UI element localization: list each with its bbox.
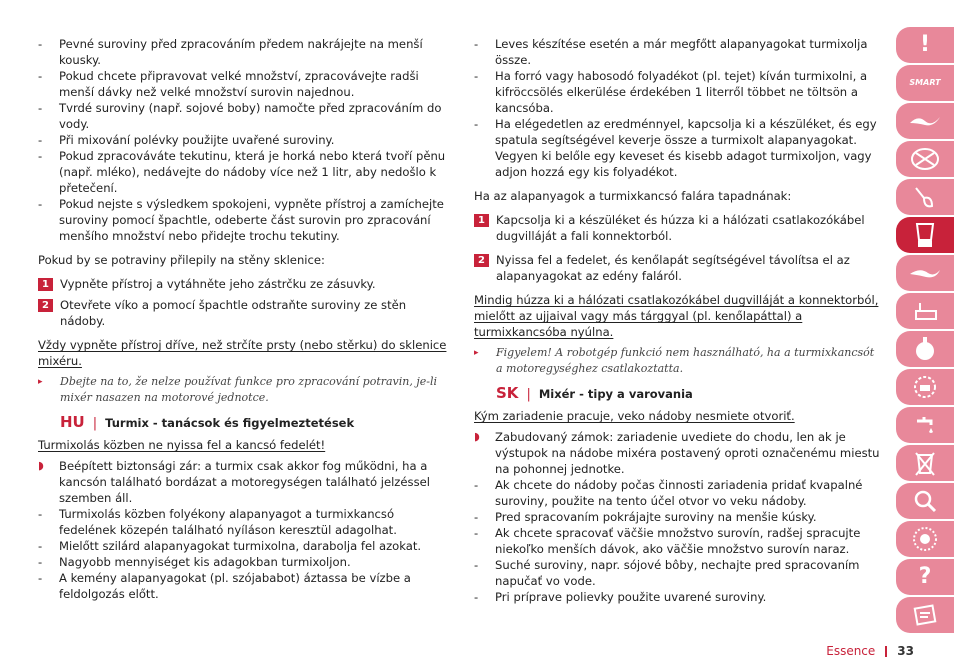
- tab-fan[interactable]: [896, 141, 954, 177]
- list-item: - Ha elégedetlen az eredménnyel, kapcsolja ki a készüléket, és egy spatula segítségével keverje össze a turmixolt alapanyagokat. Vegyen ki belőle egy keveset és kisebb adagot turmixoljon, vagy adjon hozzá egy kis folyadékot.: [474, 116, 882, 180]
- list-item: - Nagyobb mennyiséget kis adagokban turmixoljon.: [38, 554, 448, 570]
- warning-text: Mindig húzza ki a hálózati csatlakozókábel dugvilláját a konnektorból, mielőtt az ujjaival vagy más tárggyal (pl. kenőlapáttal) a turmixkancsóba nyúlna.: [474, 293, 879, 339]
- tab-juicer[interactable]: [896, 331, 954, 367]
- search-icon: [912, 488, 938, 514]
- step-1: [38, 276, 448, 292]
- warning-text: Turmixolás közben ne nyissa fel a kancsó fedelét!: [38, 438, 326, 452]
- list-item: - Tvrdé suroviny (např. sojové boby) namočte před zpracováním do vody.: [38, 100, 448, 132]
- tab-blade[interactable]: [896, 103, 954, 139]
- tab-recycle[interactable]: [896, 445, 954, 481]
- left-column: [38, 36, 448, 602]
- tab-blender[interactable]: [896, 217, 954, 253]
- list-item: - A kemény alapanyagokat (pl. szójababot) áztassa be vízbe a feldolgozás előtt.: [38, 570, 448, 602]
- list-item: - Pri príprave polievky použite uvarené suroviny.: [474, 589, 882, 605]
- tab-question[interactable]: [896, 559, 954, 595]
- tab-search[interactable]: [896, 483, 954, 519]
- section-heading-sk: [496, 385, 882, 403]
- step-number: 2: [474, 254, 489, 267]
- list-item: - Turmixolás közben folyékony alapanyagot a turmixkancsó fedelének közepén található nyíláson keresztül adagolhat.: [38, 506, 448, 538]
- triangle-icon: ▸: [474, 348, 479, 358]
- note-text: Figyelem! A robotgép funkció nem használható, ha a turmixkancsót a motoregységhez csatlakoztatta.: [496, 346, 875, 375]
- step-2: [474, 252, 882, 284]
- list-item: - Pevné suroviny před zpracováním předem nakrájejte na menší kousky.: [38, 36, 448, 68]
- list-item: - Suché suroviny, napr. sójové bôby, nechajte pred spracovaním napučať vo vode.: [474, 557, 882, 589]
- bullet-text: Zabudovaný zámok: zariadenie uvediete do chodu, len ak je výstupok na nádobe mixéra postavený oproti označenému miestu na pohonnej jednotke.: [495, 430, 880, 476]
- list-item: [38, 458, 448, 506]
- step-text: Otevřete víko a pomocí špachtle odstraňte suroviny ze stěn nádoby.: [60, 298, 407, 328]
- question-icon: ?: [918, 564, 932, 589]
- step-1: [474, 212, 882, 244]
- step-number: 2: [38, 299, 53, 312]
- blade-icon: [908, 113, 942, 129]
- bullet-icon: ◗: [474, 430, 480, 443]
- chapter-tabs: [896, 27, 954, 635]
- tab-note[interactable]: [896, 597, 954, 633]
- step-text: Vypněte přístroj a vytáhněte jeho zástrčku ze zásuvky.: [60, 277, 376, 291]
- list-item: - Mielőtt szilárd alapanyagokat turmixolna, darabolja fel azokat.: [38, 538, 448, 554]
- list-item: - Pokud nejste s výsledkem spokojeni, vypněte přístroj a zamíchejte suroviny pomocí špachtle, odeberte část surovin pro zpracování menšího množství nebo přidejte trochu tekutiny.: [38, 196, 448, 244]
- page-footer: [826, 643, 914, 659]
- divider: |: [526, 387, 531, 402]
- stick-text: Ha az alapanyagok a turmixkancsó falára tapadnának:: [474, 189, 792, 203]
- brand-name: Essence: [826, 644, 876, 658]
- section-heading-hu: [60, 414, 448, 432]
- list-item: - Leves készítése esetén a már megfőtt alapanyagokat turmixolja össze.: [474, 36, 882, 68]
- tab-storage[interactable]: [896, 369, 954, 405]
- blender-icon: [914, 222, 936, 248]
- tab-smart-control[interactable]: [896, 65, 954, 101]
- note-text: Dbejte na to, že nelze používat funkce pro zpracování potravin, je-li mixér nasazen na motorové jednotce.: [60, 375, 438, 404]
- disc-icon: [908, 265, 942, 281]
- note-icon: [912, 603, 938, 627]
- section-title: Mixér - tipy a varovania: [538, 387, 693, 401]
- step-number: 1: [38, 278, 53, 291]
- step-2: [38, 297, 448, 329]
- list-item: - Pokud chcete připravovat velké množství, zpracovávejte radši menší dávky než velké množství surovin najednou.: [38, 68, 448, 100]
- bullet-text: Beépített biztonsági zár: a turmix csak akkor fog működni, ha a kancsón található bordázat a motoregységen található jelzéssel szemben áll.: [59, 459, 430, 505]
- juicer-icon: [913, 335, 937, 363]
- exclamation-icon: !: [919, 32, 931, 57]
- smart-control-icon: SMART: [909, 78, 941, 87]
- step-number: 1: [474, 214, 489, 227]
- list-item: - Pokud zpracováváte tekutinu, která je horká nebo která tvoří pěnu (např. mléko), nedávejte do nádoby více než 1 litr, aby nedošlo k přetečení.: [38, 148, 448, 196]
- storage-icon: [912, 374, 938, 400]
- section-title: Turmix - tanácsok és figyelmeztetések: [105, 416, 355, 430]
- tab-tap[interactable]: [896, 407, 954, 443]
- stick-text: Pokud by se potraviny přilepily na stěny sklenice:: [38, 253, 325, 267]
- language-code: HU: [60, 413, 85, 431]
- divider: |: [92, 416, 98, 431]
- tab-guarantee[interactable]: [896, 521, 954, 557]
- bullet-icon: ◗: [38, 459, 44, 472]
- warning-text: Kým zariadenie pracuje, veko nádoby nesmiete otvoriť.: [474, 409, 795, 423]
- step-text: Kapcsolja ki a készüléket és húzza ki a hálózati csatlakozókábel dugvilláját a fali konnektorból.: [496, 213, 865, 243]
- list-item: - Při mixování polévky použijte uvařené suroviny.: [38, 132, 448, 148]
- whisk-icon: [912, 184, 938, 210]
- guarantee-icon: [911, 525, 939, 553]
- list-item: - Ha forró vagy habosodó folyadékot (pl. tejet) kíván turmixolni, a kifröccsölés elkerülése érdekében 1 literről többet ne töltsön a kancsóba.: [474, 68, 882, 116]
- list-item: - Ak chcete do nádoby počas činnosti zariadenia pridať kvapalné suroviny, použite na tento účel otvor vo veku nádoby.: [474, 477, 882, 509]
- note: [38, 374, 448, 406]
- note: [474, 345, 882, 377]
- warning-text: Vždy vypněte přístroj dříve, než strčíte prsty (nebo stěrku) do sklenice mixéru.: [38, 338, 447, 368]
- recycle-icon: [913, 449, 937, 477]
- page-number: 33: [897, 644, 914, 658]
- tab-disc[interactable]: [896, 255, 954, 291]
- language-code: SK: [496, 384, 519, 402]
- fan-icon: [910, 147, 940, 171]
- tab-scale[interactable]: [896, 293, 954, 329]
- tab-whisk[interactable]: [896, 179, 954, 215]
- list-item: [474, 429, 882, 477]
- triangle-icon: ▸: [38, 377, 43, 387]
- scale-icon: [910, 299, 940, 323]
- list-item: - Ak chcete spracovať väčšie množstvo surovín, radšej spracujte niekoľko menších dávok, ako väčšie množstvo surovín naraz.: [474, 525, 882, 557]
- divider: [885, 646, 887, 657]
- right-column: [474, 36, 882, 605]
- tap-icon: [913, 413, 937, 437]
- list-item: - Pred spracovaním pokrájajte suroviny na menšie kúsky.: [474, 509, 882, 525]
- tab-exclamation[interactable]: [896, 27, 954, 63]
- step-text: Nyissa fel a fedelet, és kenőlapát segítségével távolítsa el az alapanyagokat az edény faláról.: [496, 253, 850, 283]
